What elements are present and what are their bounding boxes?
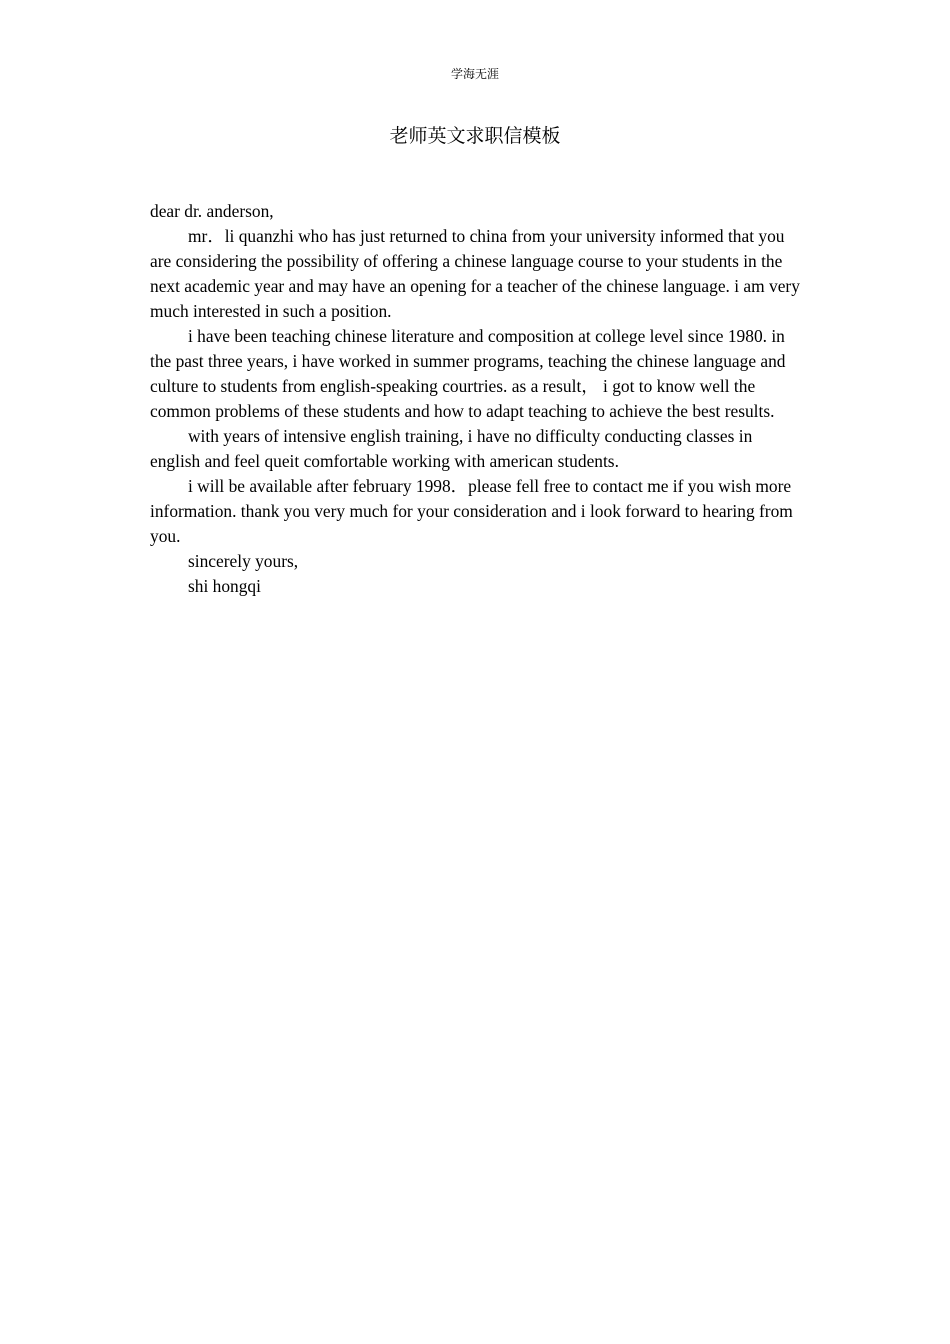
letter-signature: shi hongqi — [188, 576, 261, 596]
letter-closing: sincerely yours, — [188, 551, 299, 571]
letter-paragraph-3: with years of intensive english training, i have no difficulty conducting classes in english and feel queit comfortable working with american students. — [150, 426, 753, 471]
letter-salutation: dear dr. anderson, — [150, 201, 274, 221]
letter-paragraph-4: i will be available after february 1998．please fell free to contact me if you wish more information. thank you very much for your consideration and i look forward to hearing from you. — [150, 476, 793, 546]
letter-paragraph-1: mr．li quanzhi who has just returned to china from your university informed that you are considering the possibility of offering a chinese language course to your students in the next academic year and may have an opening for a teacher of the chinese language. i am very much interested in such a position. — [150, 226, 800, 321]
letter-body — [150, 199, 802, 599]
document-title: 老师英文求职信模板 — [389, 126, 561, 147]
letter-paragraph-2: i have been teaching chinese literature and composition at college level since 1980. in the past three years, i have worked in summer programs, teaching the chinese language and culture to students from english-speaking courtries. as a result， i got to know well the common problems of these students and how to adapt teaching to achieve the best results. — [150, 326, 786, 421]
page-header: 学海无涯 — [450, 67, 499, 81]
